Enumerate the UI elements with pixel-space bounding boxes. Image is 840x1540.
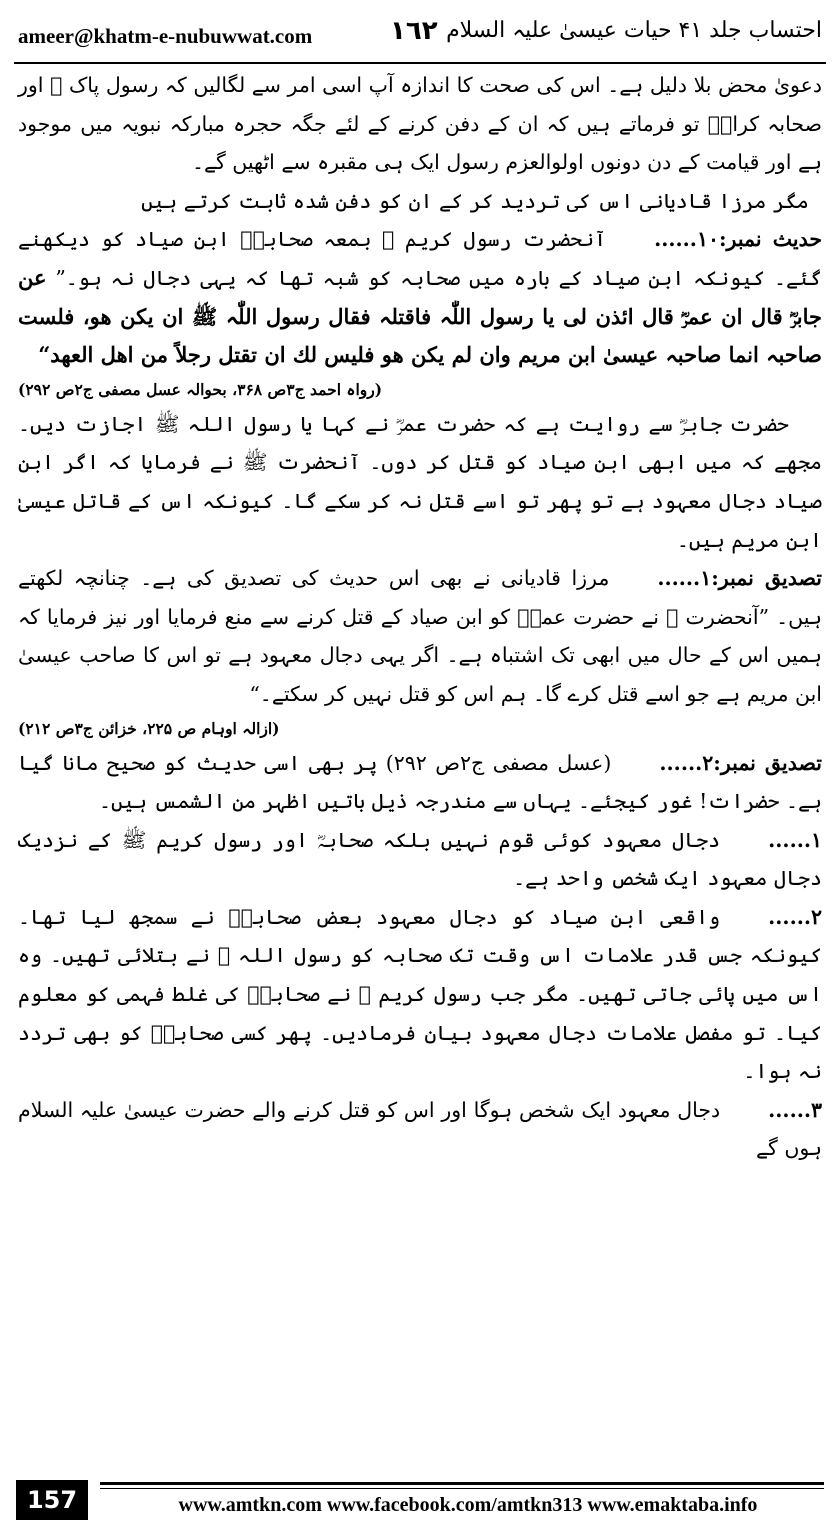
hadith-reference: (رواہ احمد ج۳ص ۳۶۸، بحوالہ عسل مصفی ج۲ص ۲۹۲) bbox=[18, 379, 383, 399]
footer-divider-thick bbox=[100, 1482, 824, 1485]
point-1 bbox=[18, 821, 822, 898]
point-3-text: دجال معہود ایک شخص ہوگا اور اس کو قتل کرنے والے حضرت عیسیٰ علیہ السلام ہوں گے bbox=[18, 1097, 822, 1161]
header-book-title: احتساب جلد ۴۱ حیات عیسیٰ علیہ السلام bbox=[446, 18, 822, 43]
footer-website-links: www.amtkn.com www.facebook.com/amtkn313 www.emaktaba.info bbox=[178, 1494, 758, 1516]
hadith-10 bbox=[18, 220, 822, 404]
paragraph-mirza-denial bbox=[18, 182, 822, 221]
point-3-label: ۳...... bbox=[768, 1097, 822, 1122]
paragraph-mirza-denial-text: مگر مرزا قادیانی اس کی تردید کر کے ان کو دفن شدہ ثابت کرتے ہیں bbox=[141, 188, 809, 213]
page-body bbox=[18, 66, 822, 1460]
header-email: ameer@khatm-e-nubuwwat.com bbox=[18, 24, 313, 48]
tasdiq-2-label: تصدیق نمبر:۲...... bbox=[659, 750, 822, 775]
paragraph-claim: دعویٰ محض بلا دلیل ہے۔ اس کی صحت کا اندازہ آپ اسی امر سے لگالیں کہ رسول پاک ﷺ اور صحابہ کرامؓ تو فرماتے ہیں کہ ان کے دفن کرنے کے لئے جگہ حجرہ مبارکہ نبویہ میں موجود ہے اور قیامت کے دن دونوں اولوالعزم رسول ایک ہی مقبرہ سے اٹھیں گے۔ bbox=[18, 73, 822, 175]
point-1-label: ۱...... bbox=[768, 827, 822, 852]
header-divider bbox=[14, 62, 826, 64]
header-page-number: ١٦٢ bbox=[390, 16, 438, 46]
page-footer bbox=[16, 1476, 824, 1526]
hadith-translation bbox=[18, 405, 822, 559]
point-2-text: واقعی ابن صیاد کو دجال معہود بعض صحابہؓ نے سمجھ لیا تھا۔ کیونکہ جس قدر علامات اس وقت تک صحابہ کو رسول اللہ ﷺ نے بتلائی تھیں۔ وہ اس میں پائی جاتی تھیں۔ مگر جب رسول کریم ﷺ نے صحابہؓ کی غلط فہمی کو معلوم کیا۔ تو مفصل علامات دجال معہود بیان فرمادیں۔ پھر کسی صحابیؓ کو بھی تردد نہ ہوا۔ bbox=[18, 904, 822, 1084]
point-2-label: ۲...... bbox=[768, 904, 822, 929]
tasdiq-1 bbox=[18, 559, 822, 743]
point-1-text: دجال معہود کوئی قوم نہیں بلکہ صحابہؓ اور رسول کریم ﷺ کے نزدیک دجال معہود ایک شخص واحد ہے۔ bbox=[18, 827, 822, 891]
tasdiq-1-label: تصدیق نمبر:۱...... bbox=[657, 566, 822, 591]
footer-page-number: 157 bbox=[16, 1480, 88, 1520]
tasdiq-2-text: (عسل مصفی ج۲ص ۲۹۲) پر بھی اسی حدیث کو صحیح مانا گیا ہے۔ حضرات! غور کیجئے۔ یہاں سے مندرجہ ذیل باتیں اظہر من الشمس ہیں۔ bbox=[18, 750, 822, 814]
footer-divider-thin bbox=[100, 1488, 824, 1489]
hadith-translation-text: حضرت جابرؓ سے روایت ہے کہ حضرت عمرؓ نے کہا یا رسول اللہ ﷺ اجازت دیں۔ مجھے کہ میں ابھی ابن صیاد کو قتل کر دوں۔ آنحضرت ﷺ نے فرمایا کہ اگر ابن صیاد دجال معہود ہے تو پھر تو اسے قتل نہ کر سکے گا۔ کیونکہ اس کے قاتل عیسیٰ ابن مریم ہیں۔ bbox=[18, 411, 822, 552]
hadith-arabic: عن جابرؓ قال ان عمرؓ قال ائذن لی یا رسول اللّٰہ فاقتلہ فقال رسول اللّٰہ ﷺ ان یکن ھو، فلست صاحبہ انما صاحبہ عیسیٰ ابن مریم وان لم یکن ھو فلیس لك ان تقتل رجلاً من اھل العھد“ bbox=[18, 264, 822, 368]
tasdiq-1-text: مرزا قادیانی نے بھی اس حدیث کی تصدیق کی ہے۔ چنانچہ لکھتے ہیں۔ ”آنحضرت ﷺ نے حضرت عمرؓ کو ابن صیاد کے قتل کرنے سے منع فرمایا اور نیز فرمایا کہ ہمیں اس کے حال میں ابھی تک اشتباہ ہے۔ اگر یہی دجال معہود ہے تو اس کا صاحب عیسیٰ ابن مریم ہے جو اسے قتل کرے گا۔ ہم اس کو قتل نہیں کر سکتے۔“ bbox=[18, 566, 822, 706]
hadith-text: آنحضرت رسول کریم ﷺ بمعہ صحابہؓ ابن صیاد کو دیکھنے گئے۔ کیونکہ ابن صیاد کے بارہ میں صحابہ کو شبہ تھا کہ یہی دجال نہ ہو۔” bbox=[18, 227, 822, 290]
hadith-label: حدیث نمبر:۱۰...... bbox=[654, 227, 823, 252]
point-3 bbox=[18, 1091, 822, 1168]
point-2 bbox=[18, 898, 822, 1091]
tasdiq-2 bbox=[18, 744, 822, 821]
tasdiq-1-reference: (ازالہ اوہام ص ۲۲۵، خزائن ج۳ص ۲۱۲) bbox=[18, 718, 280, 738]
page-header bbox=[18, 12, 822, 58]
